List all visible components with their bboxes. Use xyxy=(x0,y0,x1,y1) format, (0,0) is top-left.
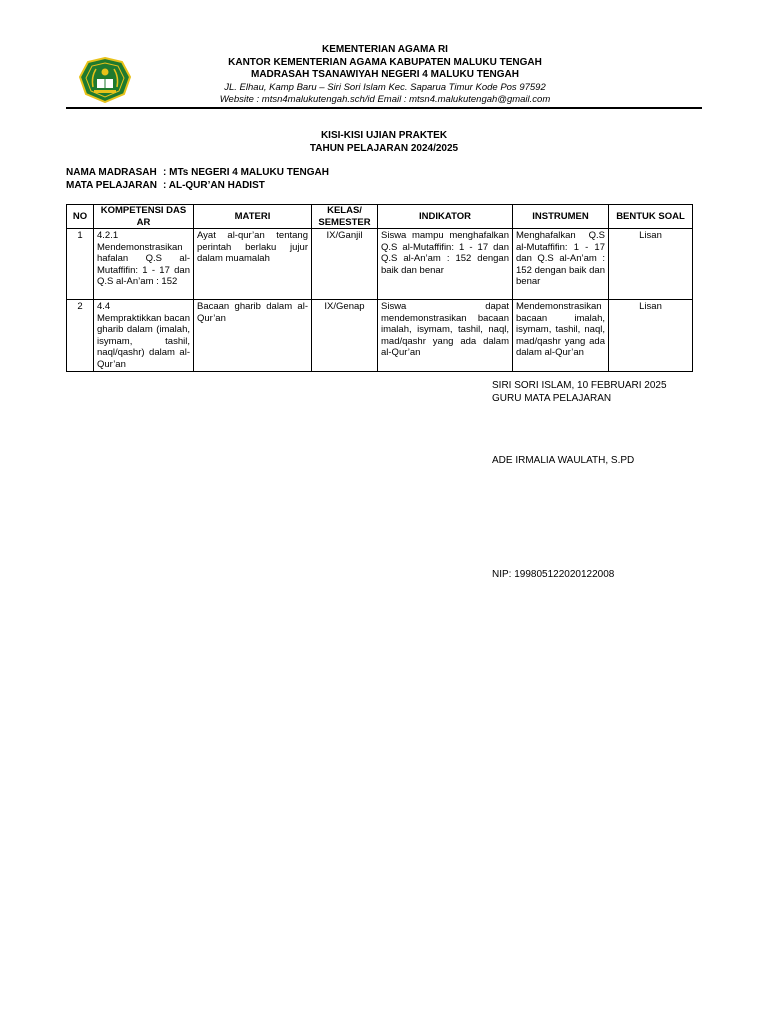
cell-materi: Ayat al-qur’an tentang perintah berlaku jujur dalam muamalah xyxy=(194,229,312,300)
kisi-kisi-table xyxy=(66,204,693,372)
signature-role: GURU MATA PELAJARAN xyxy=(492,393,612,404)
kd-text: Mempraktikkan bacan gharib dalam (imalah, isymam, tashil, naql/qashr) dalam al-Qur’an xyxy=(97,312,190,370)
letterhead-office: KANTOR KEMENTERIAN AGAMA KABUPATEN MALUKU TENGAH xyxy=(228,56,542,68)
subject-info xyxy=(66,166,329,192)
document-title-main: KISI-KISI UJIAN PRAKTEK xyxy=(320,130,448,141)
cell-instrumen: Menghafalkan Q.S al-Mutaffifin: 1 - 17 dan Q.S al-An’am : 152 dengan baik dan benar xyxy=(513,229,609,300)
mapel-row xyxy=(66,179,329,192)
cell-instrumen: Mendemonstrasikan bacaan imalah, isymam, tashil, naql, mad/qashr yang ada dalam al-Qur’an xyxy=(513,300,609,372)
cell-kelas: IX/Genap xyxy=(312,300,378,372)
signature-block xyxy=(492,379,667,405)
mapel-label: MATA PELAJARAN xyxy=(66,180,157,191)
cell-kompetensi xyxy=(94,229,194,300)
header-bentuk-soal: BENTUK SOAL xyxy=(609,205,693,229)
letterhead-divider xyxy=(66,107,702,109)
cell-bentuk-soal: Lisan xyxy=(609,229,693,300)
cell-materi: Bacaan gharib dalam al-Qur’an xyxy=(194,300,312,372)
header-kelas: KELAS/ SEMESTER xyxy=(312,205,378,229)
document-title xyxy=(0,129,768,155)
letterhead-school: MADRASAH TSANAWIYAH NEGERI 4 MALUKU TENGAH xyxy=(251,69,519,80)
header-instrumen: INSTRUMEN xyxy=(513,205,609,229)
cell-kelas: IX/Ganjil xyxy=(312,229,378,300)
header-no: NO xyxy=(67,205,94,229)
letterhead xyxy=(160,44,610,107)
cell-no: 1 xyxy=(67,229,94,300)
kd-code: 4.2.1 xyxy=(97,230,119,241)
letterhead-contact: Website : mtsn4malukutengah.sch/id Email : mtsn4.malukutengah@gmail.com xyxy=(219,94,551,105)
header-indikator: INDIKATOR xyxy=(378,205,513,229)
mapel-value: : AL-QUR’AN HADIST xyxy=(163,180,265,191)
madrasah-row xyxy=(66,166,329,179)
signature-place-date: SIRI SORI ISLAM, 10 FEBRUARI 2025 xyxy=(492,380,667,391)
letterhead-ministry: KEMENTERIAN AGAMA RI xyxy=(322,44,448,55)
cell-indikator: Siswa dapat mendemonstrasikan bacaan imalah, isymam, tashil, naql, mad/qashr yang ada dalam al-Qur’an xyxy=(378,300,513,372)
cell-bentuk-soal: Lisan xyxy=(609,300,693,372)
table-header-row xyxy=(67,205,693,229)
cell-kompetensi xyxy=(94,300,194,372)
kd-text: Mendemonstrasikan hafalan Q.S al-Mutaffifin: 1 - 17 dan Q.S al-An’am : 152 xyxy=(97,241,190,287)
signature-nip: NIP: 199805122020122008 xyxy=(492,569,615,580)
header-kompetensi: KOMPETENSI DAS AR xyxy=(94,205,194,229)
kd-code: 4.4 xyxy=(97,301,111,312)
kemenag-logo xyxy=(79,57,131,103)
madrasah-value: : MTs NEGERI 4 MALUKU TENGAH xyxy=(163,167,329,178)
cell-indikator: Siswa mampu menghafalkan Q.S al-Mutaffifin: 1 - 17 dan Q.S al-An’am : 152 dengan baik dan benar xyxy=(378,229,513,300)
table-row xyxy=(67,300,693,372)
madrasah-label: NAMA MADRASAH xyxy=(66,167,157,178)
signature-name: ADE IRMALIA WAULATH, S.PD xyxy=(492,455,635,466)
document-title-year: TAHUN PELAJARAN 2024/2025 xyxy=(309,143,459,154)
header-materi: MATERI xyxy=(194,205,312,229)
letterhead-address: JL. Elhau, Kamp Baru – Siri Sori Islam Kec. Saparua Timur Kode Pos 97592 xyxy=(224,81,546,93)
table-row xyxy=(67,229,693,300)
cell-no: 2 xyxy=(67,300,94,372)
